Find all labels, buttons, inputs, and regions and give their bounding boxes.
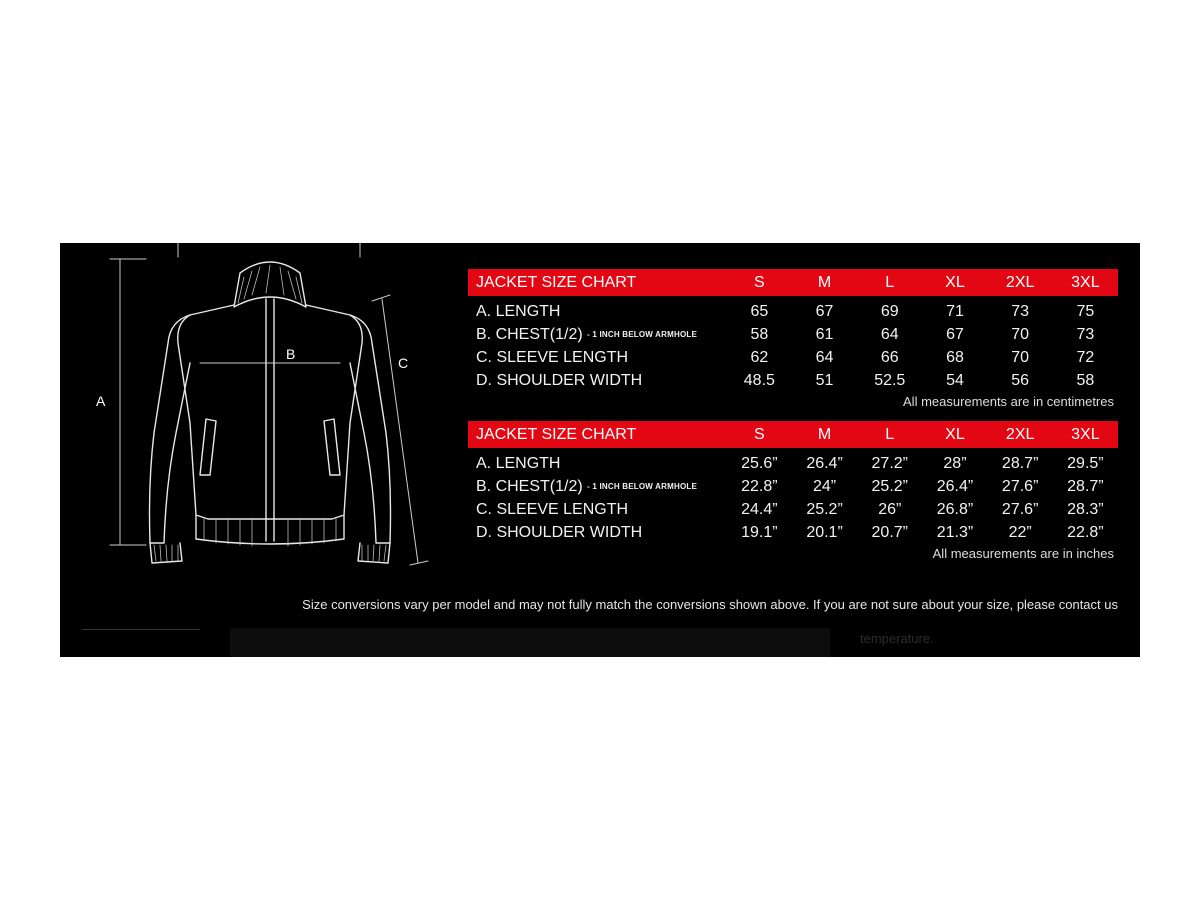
table-cell: 26” xyxy=(878,500,902,518)
dimension-label-b: B xyxy=(286,346,296,362)
table-row xyxy=(468,346,1118,369)
size-header: S xyxy=(727,421,792,448)
size-table-centimetres xyxy=(468,269,1118,409)
table-cell: 52.5 xyxy=(874,371,906,389)
table-row xyxy=(468,475,1118,498)
row-label: D. SHOULDER WIDTH xyxy=(476,523,643,541)
table-cell: 75 xyxy=(1076,302,1095,320)
table-cell: 67 xyxy=(815,302,834,320)
table-row xyxy=(468,296,1118,323)
size-header: XL xyxy=(922,269,987,296)
table-cell: 71 xyxy=(946,302,964,320)
table-title: JACKET SIZE CHART xyxy=(468,269,727,296)
table-cell: 28.7” xyxy=(1001,454,1039,472)
table-cell: 72 xyxy=(1076,348,1095,366)
table-cell: 56 xyxy=(1011,371,1030,389)
unit-note: All measurements are in centimetres xyxy=(903,394,1114,409)
size-header: 2XL xyxy=(988,421,1053,448)
table-cell: 25.2” xyxy=(871,477,908,495)
table-cell: 51 xyxy=(815,371,834,389)
table-cell: 25.2” xyxy=(806,500,843,518)
size-header: 3XL xyxy=(1053,421,1118,448)
size-table-inches xyxy=(468,421,1118,561)
table-cell: 54 xyxy=(946,371,964,389)
table-cell: 29.5” xyxy=(1067,454,1104,472)
table-header-row xyxy=(468,421,1118,448)
row-label: C. SLEEVE LENGTH xyxy=(476,348,629,366)
table-row xyxy=(468,498,1118,521)
faded-strip xyxy=(230,628,830,657)
size-chart-banner xyxy=(60,243,1140,657)
row-label: C. SLEEVE LENGTH xyxy=(476,500,629,518)
table-cell: 69 xyxy=(880,302,899,320)
table-row xyxy=(468,521,1118,544)
size-header: XL xyxy=(922,421,987,448)
table-cell: 25.6” xyxy=(741,454,778,472)
table-header-row xyxy=(468,269,1118,296)
table-cell: 24.4” xyxy=(741,500,778,518)
table-cell: 26.8” xyxy=(936,500,974,518)
size-header: S xyxy=(727,269,792,296)
table-cell: 66 xyxy=(880,348,899,366)
table-cell: 48.5 xyxy=(743,371,775,389)
unit-note: All measurements are in inches xyxy=(932,546,1114,561)
table-cell: 58 xyxy=(1076,371,1095,389)
size-header: M xyxy=(792,421,857,448)
table-row xyxy=(468,369,1118,392)
table-cell: 70 xyxy=(1011,348,1030,366)
table-cell: 27.6” xyxy=(1001,500,1039,518)
table-cell: 64 xyxy=(880,325,899,343)
row-note: - 1 INCH BELOW ARMHOLE xyxy=(587,329,698,339)
row-label: B. CHEST(1/2) - 1 INCH BELOW ARMHOLE xyxy=(476,325,698,343)
table-cell: 65 xyxy=(750,302,769,320)
faded-divider xyxy=(82,629,200,630)
table-cell: 73 xyxy=(1076,325,1095,343)
row-label: B. CHEST(1/2) - 1 INCH BELOW ARMHOLE xyxy=(476,477,698,495)
faded-text: temperature. xyxy=(860,631,934,646)
table-cell: 28.3” xyxy=(1067,500,1104,518)
dimension-label-a: A xyxy=(96,393,106,409)
table-cell: 26.4” xyxy=(936,477,974,495)
table-cell: 21.3” xyxy=(936,523,974,541)
size-header: 2XL xyxy=(988,269,1053,296)
table-cell: 58 xyxy=(750,325,769,343)
table-cell: 26.4” xyxy=(806,454,843,472)
size-header: L xyxy=(857,269,922,296)
table-cell: 20.1” xyxy=(806,523,843,541)
table-cell: 73 xyxy=(1011,302,1030,320)
jacket-diagram xyxy=(60,243,480,657)
row-label: A. LENGTH xyxy=(476,454,561,472)
table-cell: 28.7” xyxy=(1067,477,1104,495)
size-header: 3XL xyxy=(1053,269,1118,296)
table-cell: 20.7” xyxy=(871,523,908,541)
table-row xyxy=(468,448,1118,475)
table-cell: 64 xyxy=(815,348,834,366)
table-cell: 24” xyxy=(812,477,837,495)
row-note: - 1 INCH BELOW ARMHOLE xyxy=(587,481,698,491)
table-cell: 28” xyxy=(943,454,967,472)
table-cell: 22” xyxy=(1008,523,1032,541)
table-cell: 22.8” xyxy=(741,477,778,495)
table-cell: 67 xyxy=(946,325,964,343)
table-row xyxy=(468,323,1118,346)
table-cell: 27.2” xyxy=(871,454,908,472)
table-cell: 61 xyxy=(815,325,834,343)
disclaimer-text: Size conversions vary per model and may not fully match the conversions shown above. If you are not sure about your size, please contact us xyxy=(302,597,1118,612)
jacket-outline-icon xyxy=(60,243,480,657)
table-cell: 22.8” xyxy=(1067,523,1104,541)
row-label: D. SHOULDER WIDTH xyxy=(476,371,643,389)
table-cell: 19.1” xyxy=(741,523,778,541)
table-cell: 68 xyxy=(946,348,964,366)
table-cell: 62 xyxy=(750,348,769,366)
table-title: JACKET SIZE CHART xyxy=(468,421,727,448)
size-header: L xyxy=(857,421,922,448)
table-cell: 27.6” xyxy=(1001,477,1039,495)
size-header: M xyxy=(792,269,857,296)
table-cell: 70 xyxy=(1011,325,1030,343)
row-label: A. LENGTH xyxy=(476,302,561,320)
dimension-label-c: C xyxy=(398,355,409,371)
